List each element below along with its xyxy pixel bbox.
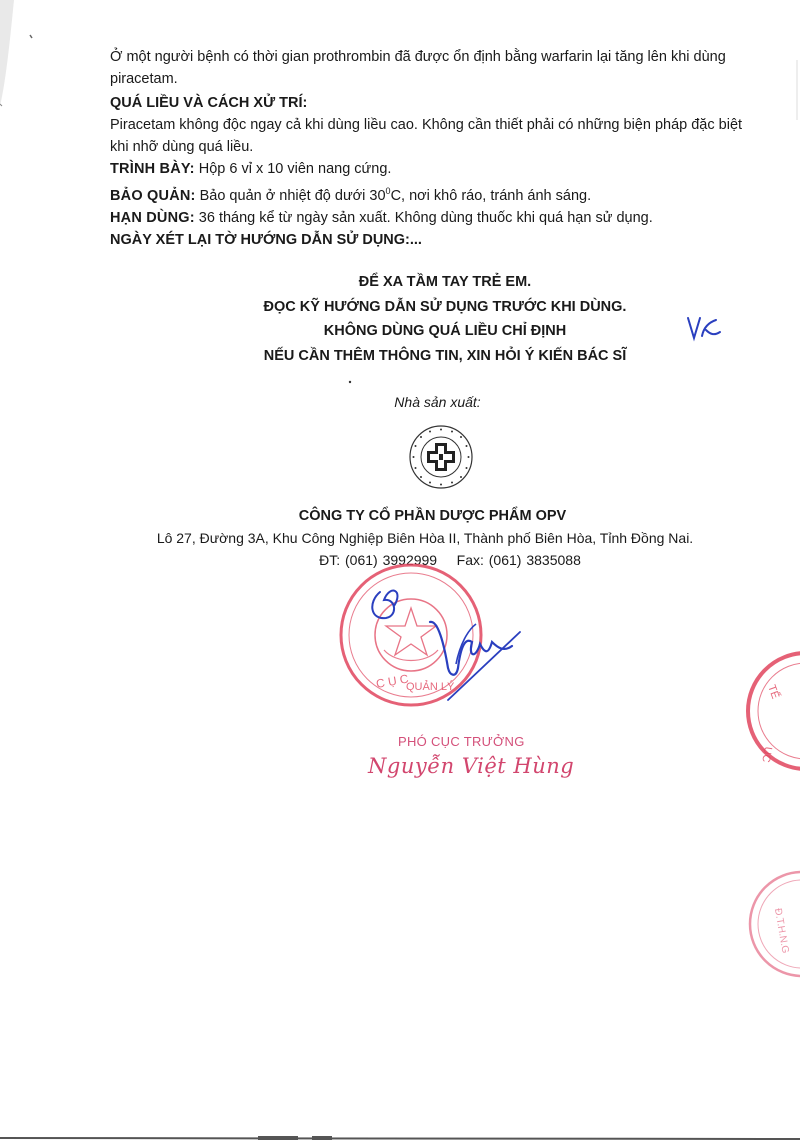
company-name: CÔNG TY CỔ PHẦN DƯỢC PHẨM OPV <box>298 508 567 524</box>
storage-text: Bảo quản ở nhiệt độ dưới 30 <box>195 187 386 204</box>
official-red-stamp-icon <box>336 560 486 710</box>
warning-line: KHÔNG DÙNG QUÁ LIỀU CHỈ ĐỊNH <box>323 323 567 339</box>
margin-stamp-lower-icon <box>706 868 800 982</box>
overdose-heading: QUÁ LIỀU VÀ CÁCH XỬ TRÍ: <box>110 95 308 111</box>
warning-line: ĐỌC KỸ HƯỚNG DẪN SỬ DỤNG TRƯỚC KHI DÙNG. <box>263 298 627 315</box>
review-date-line: NGÀY XÉT LẠI TỜ HƯỚNG DẪN SỬ DỤNG:... <box>110 231 422 248</box>
interaction-paragraph: Ở một người bệnh có thời gian prothrombin đã được ổn định bằng warfarin lại tăng lên khi dùng piracetam. <box>110 49 726 87</box>
warning-line: ĐỂ XA TẦM TAY TRẺ EM. <box>358 274 532 290</box>
expiry-label: HẠN DÙNG: <box>110 209 195 226</box>
company-contact <box>0 552 800 568</box>
handwritten-initials-icon <box>684 312 726 342</box>
manufacturer-label: Nhà sản xuất: <box>394 394 481 410</box>
signer-name: Nguyễn Việt Hùng <box>368 754 575 778</box>
svg-text:QUẢN LÝ: QUẢN LÝ <box>406 681 455 693</box>
svg-text:C Ụ C: C Ụ C <box>374 671 410 692</box>
company-address: Lô 27, Đường 3A, Khu Công Nghiệp Biên Hòa II, Thành phố Biên Hòa, Tỉnh Đồng Nai. <box>156 530 694 546</box>
warning-line: NẾU CẦN THÊM THÔNG TIN, XIN HỎI Ý KIẾN BÁC SĨ <box>263 347 627 364</box>
svg-text:Đ.T.H.N.G: Đ.T.H.N.G <box>771 907 791 955</box>
storage-text-after: C, nơi khô ráo, tránh ánh sáng. <box>390 187 592 204</box>
storage-line <box>110 180 760 207</box>
presentation-line <box>110 158 760 180</box>
svg-text:TẾ: TẾ <box>765 683 782 701</box>
signature-icon <box>360 572 530 704</box>
expiry-text: 36 tháng kể từ ngày sản xuất. Không dùng thuốc khi quá hạn sử dụng. <box>194 209 653 226</box>
signer-title: PHÓ CỤC TRƯỞNG <box>398 734 525 749</box>
svg-text:ỤC: ỤC <box>759 745 774 764</box>
warnings-block <box>0 270 800 368</box>
presentation-text: Hộp 6 vỉ x 10 viên nang cứng. <box>194 161 392 177</box>
margin-stamp-upper-icon <box>740 648 800 774</box>
content-section <box>110 46 760 251</box>
presentation-label: TRÌNH BÀY: <box>110 161 195 177</box>
company-phone: ĐT: (061) 3992999 <box>319 552 438 568</box>
overdose-paragraph: Piracetam không độc ngay cả khi dùng liều cao. Không cần thiết phải có những biện pháp đặc biệt khi nhỡ dùng quá liều. <box>110 117 743 155</box>
company-fax: Fax: (061) 3835088 <box>456 552 581 568</box>
expiry-line <box>110 207 760 229</box>
medical-cross-seal-icon <box>408 424 474 490</box>
storage-label: BẢO QUẢN: <box>110 187 196 204</box>
storage-superscript: 0 <box>385 186 391 196</box>
